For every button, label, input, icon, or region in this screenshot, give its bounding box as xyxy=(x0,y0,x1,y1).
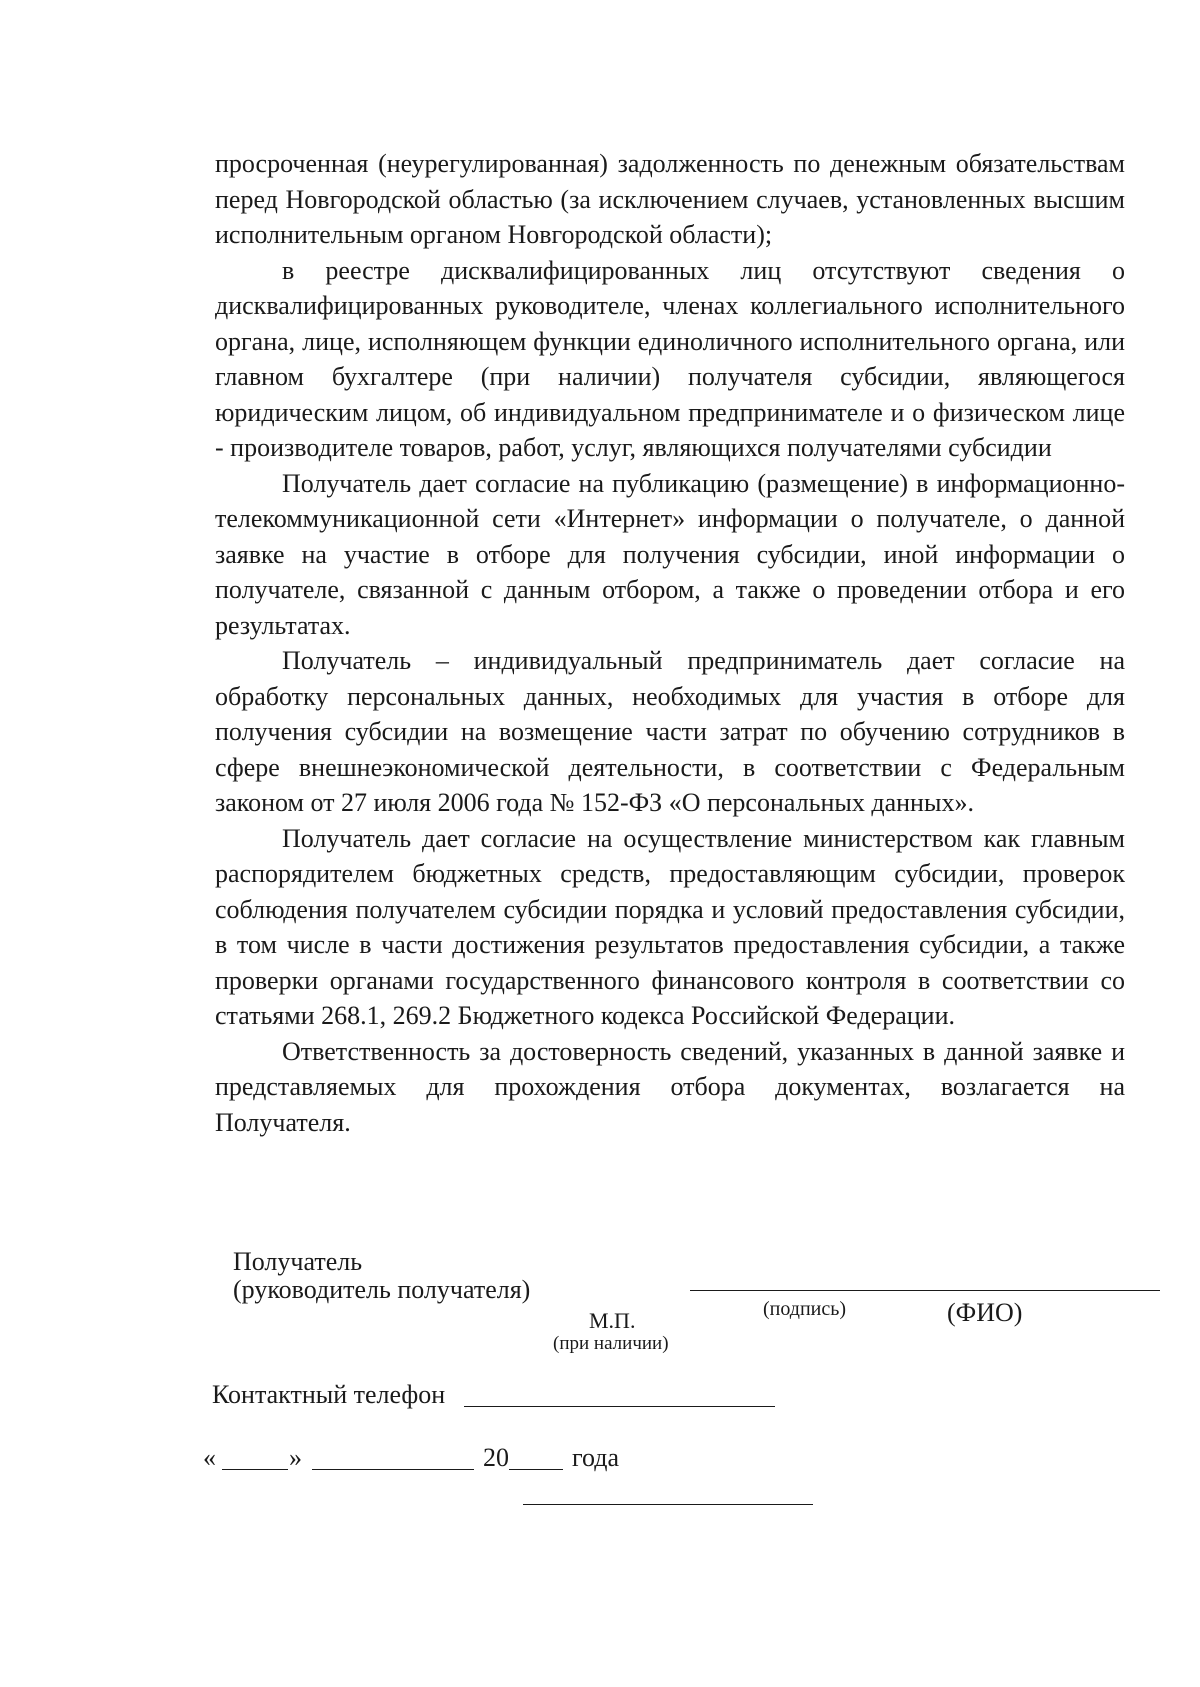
date-close-quote: » xyxy=(289,1443,302,1472)
date-year-field[interactable] xyxy=(509,1469,563,1470)
recipient-label: Получатель xyxy=(233,1247,363,1276)
paragraph-disqualified-registry: в реестре дисквалифицированных лиц отсутствуют сведения о дисквалифицированных руководителе, членах коллегиального исполнительного органа, лице, исполняющем функции единоличного исполнительного органа, или главном бухгалтере (при наличии) получателя субсидии, являющегося юридическим лицом, об индивидуальном предпринимателе и о физическом лице - производителе товаров, работ, услуг, являющихся получателями субсидии xyxy=(215,255,1125,462)
closing-line xyxy=(523,1504,813,1505)
paragraph-audit-consent: Получатель дает согласие на осуществление министерством как главным распорядителем бюджетных средств, предоставляющим субсидии, проверок соблюдения получателем субсидии порядка и условий предоставления субсидии, в том числе в части достижения результатов предоставления субсидии, а также проверки органами государственного финансового контроля в соответствии со статьями 268.1, 269.2 Бюджетного кодекса Российской Федерации. xyxy=(215,823,1125,1030)
date-month-field[interactable] xyxy=(312,1469,474,1470)
paragraph-debt: просроченная (неурегулированная) задолженность по денежным обязательствам перед Новгородской областью (за исключением случаев, установленных высшим исполнительным органом Новгородской области); xyxy=(215,149,1125,249)
date-year-suffix: года xyxy=(572,1443,620,1472)
fio-caption: (ФИО) xyxy=(947,1298,1023,1327)
stamp-sub-label: (при наличии) xyxy=(553,1333,669,1354)
contact-phone-label: Контактный телефон xyxy=(212,1380,446,1409)
signature-caption: (подпись) xyxy=(763,1298,847,1320)
paragraph-responsibility: Ответственность за достоверность сведений, указанных в данной заявке и представляемых для прохождения отбора документах, возлагается на Получателя. xyxy=(215,1036,1125,1137)
stamp-label: М.П. xyxy=(589,1308,636,1333)
date-open-quote: « xyxy=(203,1443,216,1472)
signature-line[interactable] xyxy=(690,1290,1160,1291)
contact-phone-field[interactable] xyxy=(464,1406,775,1407)
paragraph-personal-data-consent: Получатель – индивидуальный предприниматель дает согласие на обработку персональных данных, необходимых для участия в отборе для получения субсидии на возмещение части затрат по обучению сотрудников в сфере внешнеэкономической деятельности, в соответствии с Федеральным законом от 27 июля 2006 года № 152-ФЗ «О персональных данных». xyxy=(215,646,1125,817)
recipient-sub-label: (руководитель получателя) xyxy=(233,1275,531,1304)
date-day-field[interactable] xyxy=(222,1469,288,1470)
paragraph-publication-consent: Получатель дает согласие на публикацию (размещение) в информационно-телекоммуникационной сети «Интернет» информации о получателе, о данной заявке на участие в отборе для получения субсидии, иной информации о получателе, связанной с данным отбором, а также о проведении отбора и его результатах. xyxy=(215,468,1125,640)
date-year-prefix: 20 xyxy=(483,1443,509,1472)
